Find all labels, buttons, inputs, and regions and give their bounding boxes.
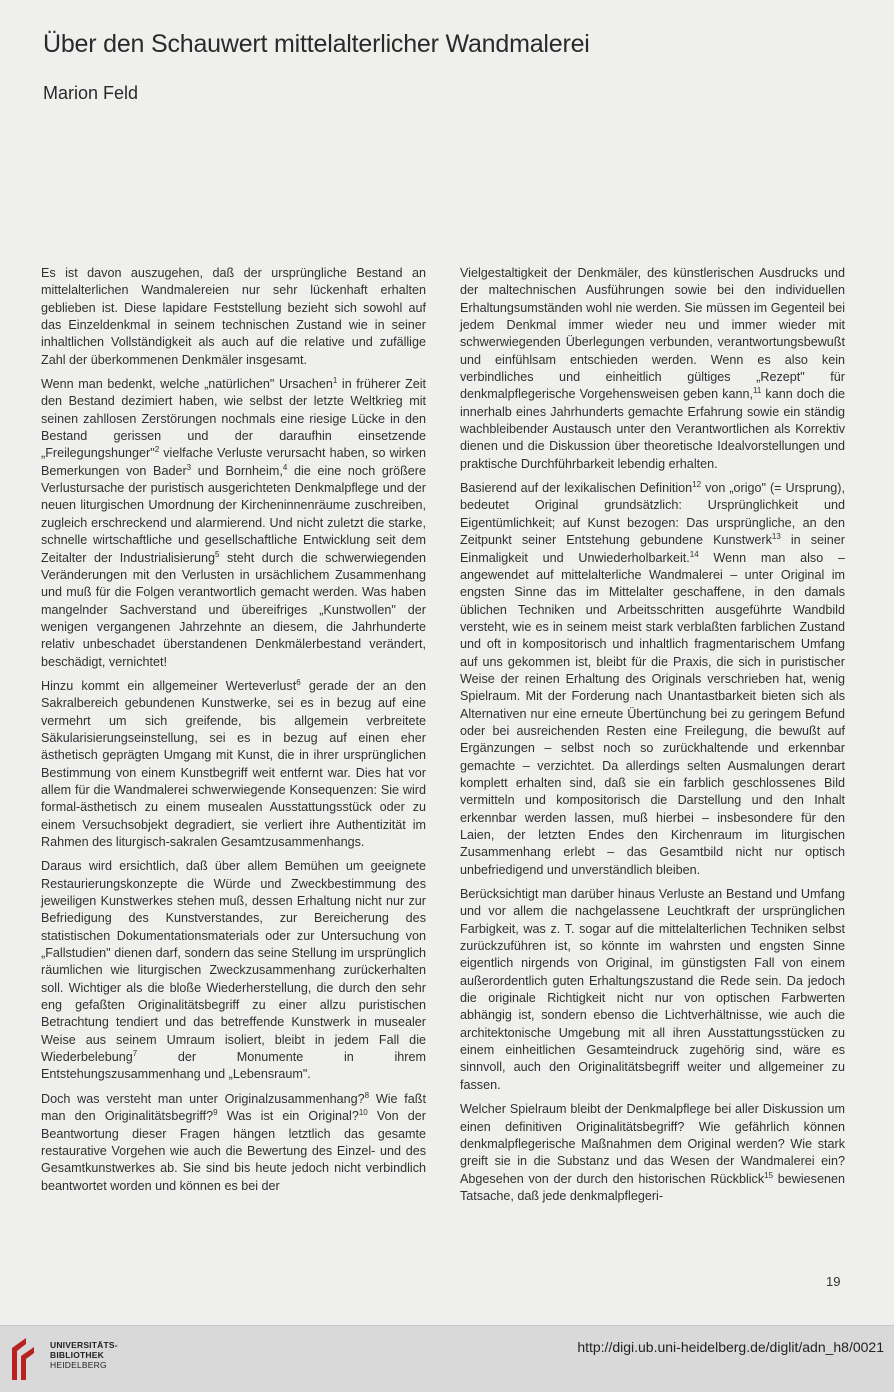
paragraph-text: kann doch die innerhalb eines Jahrhunderts gemachte Erfahrung sowie ein ständig wachbleibender Austausch unter den Verantwortlichen als Korrektiv dienen und die Diskussion über theoretische Idealvorstellungen und praktische Durchführbarkeit lebendig erhalten. [460,387,845,471]
library-name-line3: HEIDELBERG [50,1360,107,1370]
article-title: Über den Schauwert mittelalterlicher Wandmalerei [43,30,590,58]
paragraph-text: steht durch die schwerwiegenden Veränderungen mit den Verlusten in ursächlichem Zusammenhang und muß für die Folgen verantwortlich gemacht werden. Was haben mangelnder Sachverstand und übereifriges „Kunstwollen" der wenigen vergangenen Jahrzehnte an diesem, die Jahrhunderte relativ unbeschadet überstandenen Denkmälerbestand verändert, beschädigt, vernichtet! [41,550,426,669]
footnote-marker: 12 [692,480,702,490]
footnote-marker: 9 [213,1108,218,1118]
library-name-line1: UNIVERSITÄTS- [50,1340,118,1350]
source-url[interactable]: http://digi.ub.uni-heidelberg.de/diglit/adn_h8/0021 [577,1339,884,1355]
paragraph-text: Es ist davon auszugehen, daß der ursprüngliche Bestand an mittelalterlichen Wandmalereien nur sehr lückenhaft erhalten geblieben ist. Diese lapidare Feststellung bezieht sich sowohl auf das Einzeldenkmal in seinem technischen Zustand wie in seiner inhaltlichen Vollständigkeit als auch auf die relative und zufällige Zahl der überkommenen Denkmäler insgesamt. [41,266,426,367]
body-paragraph [41,376,426,671]
paragraph-text: Wie faßt man den Originalitätsbegriff? [41,1091,426,1124]
footnote-marker: 8 [364,1090,370,1100]
left-text-column [41,265,426,1202]
library-name-line2: BIBLIOTHEK [50,1350,104,1360]
footnote-marker: 11 [753,386,762,396]
footnote-marker: 5 [214,549,220,559]
paragraph-text: Von der Beantwortung dieser Fragen hängen letztlich das gesamte restaurative Vorgehen wie auch die Bewertung des Einzel- und des Gesamtkunstwerkes ab. Sie sind bis heute jedoch nicht verbindlich beantwortet worden und können es bei der [41,1109,427,1193]
body-paragraph [41,265,426,369]
footnote-marker: 15 [764,1170,774,1180]
paragraph-text: gerade der an den Sakralbereich gebundenen Kunstwerke, sei es in bezug auf eine vermehrt um sich greifende, bis allgemein verbreitete Säkularisierungseinstellung, sei es in bezug auf einen eher ästhetisch geprägten Umgang mit Kunst, die in ihrer ursprünglichen Bestimmung von einem Kunstbegriff weit entfernt war. Dies hat vor allem für die Wandmalerei schwerwiegende Konsequenzen: Sie wird formal-ästhetisch zu einem musealen Ausstattungsstück oder zu einem Versuchsobjekt degradiert, sie verliert ihre Authentizität im Rahmen des liturgisch-sakralen Gesamtzusammenhangs. [41,678,426,849]
paragraph-text: bewiesenen Tatsache, daß jede denkmalpflegeri- [460,1171,846,1203]
body-paragraph [460,265,845,473]
body-paragraph [460,480,845,879]
university-library-logo-icon [8,1334,38,1384]
article-author: Marion Feld [43,83,139,103]
right-text-column [460,265,845,1212]
body-paragraph [41,678,426,851]
paragraph-text: Daraus wird ersichtlich, daß über allem Bemühen um geeignete Restaurierungskonzepte die Würde und Zweckbestimmung des jeweiligen Kunstwerkes stehen muß, dessen Erhaltung nicht nur zur Befriedigung des Kunstverstandes, zur Bereicherung des statistischen Dokumentationsmaterials oder zur Untersuchung von „Fallstudien" dienen darf, sondern das seine Stellung im ursprünglich räumlichen wie liturgischen Zweckzusammenhang zurückerhalten soll. Wichtiger als die bloße Wiederherstellung, die durch den sehr eng gefaßten Originalitätsbegriff zu einer allzu puristischen Betrachtung tendiert und das betreffende Kunstwerk in musealer Weise aus seinem Umraum isoliert, bleibt in jedem Fall die Wiederbelebung [41,859,426,1065]
body-paragraph [460,1101,845,1205]
paragraph-text: von „origo" (= Ursprung), bedeutet Original grundsätzlich: Ursprünglichkeit und Eigentümlichkeit; auf Kunst bezogen: Das ursprüngliche, an den Zeitpunkt seiner Entstehung gebundene Kunstwerk [460,481,845,548]
footnote-marker: 10 [358,1108,368,1118]
paragraph-text: Was ist ein Original? [217,1109,359,1124]
paragraph-text: in seiner Einmaligkeit und Unwiederholbarkeit. [460,533,845,565]
paragraph-text: Basierend auf der lexikalischen Definition [460,481,693,496]
footnote-marker: 7 [132,1049,138,1059]
paragraph-text: die eine noch größere Verlustursache der puristisch ausgerichteten Denkmalpflege und der neuen liturgischen Umordnung der Kircheninnenräume zuschreiben, zugleich erschreckend und alarmierend. Und nicht zuletzt die starke, schnelle wirtschaftliche und gesellschaftliche Entwicklung seit dem Zeitalter der Industrialisierung [41,463,426,565]
footnote-marker: 4 [282,462,288,472]
paragraph-text: vielfache Verluste verursacht haben, so wirken Bemerkungen von Bader [41,446,426,478]
paragraph-text: Hinzu kommt ein allgemeiner Werteverlust [41,678,297,693]
footnote-marker: 2 [154,445,160,455]
paragraph-text: Vielgestaltigkeit der Denkmäler, des künstlerischen Ausdrucks und der maltechnischen Ausführungen sowie bei den individuellen Erhaltungsumständen wohl nie werden. Sie müssen im Gegenteil bei jedem Denkmal immer wieder neu und immer wieder mit schwerwiegenden Überlegungen verbunden, verantwortungsbewußt und einfühlsam entschieden werden. Wenn es also kein verbindliches und einheitlich gültiges „Rezept" für denkmalpflegerische Vorgehensweisen geben kann, [460,266,845,402]
paragraph-text: Doch was versteht man unter Originalzusammenhang? [41,1091,365,1106]
body-paragraph [460,886,845,1094]
page-number: 19 [826,1274,841,1289]
library-name [50,1340,118,1370]
paragraph-text: und Bornheim, [191,463,283,478]
footer-bar [0,1325,894,1392]
footnote-marker: 3 [186,462,192,472]
paragraph-text: Wenn man also – angewendet auf mittelalterliche Wandmalerei – unter Original im engsten Sinne das im Mittelalter geschaffene, in den damals üblichen Techniken und Arbeitsschritten ausgeführte Wandbild versteht, wie es in seinem meist stark verblaßten farblichen Zustand und oft in kompositorisch und inhaltlich fragmentarischem Umfang auf uns gekommen ist, bleibt für die Praxis, die sich in puristischer Weise der reinen Erhaltung des Originals verschrieben hat, wenig Spielraum. Mit der Forderung nach Unantastbarkeit bieten sich als Alternativen nur eine erneute Übertünchung bei zu geringem Befund oder bei ausreichenden Resten eine Freilegung, die bewußt auf Ergänzungen – selbst noch so zurückhaltende und erkennbar gemachte – verzichtet. Da allerdings selten Ausmalungen derart komplett erhalten sind, daß sie ein farblich geschlossenes Bild vermitteln und kompositorisch die Darstellung und den Inhalt erkennbar werden lassen, muß hierbei – insbesondere für den Laien, der letzten Endes den Kirchenraum im liturgischen Zusammenhang erlebt – das Gesamtbild nicht nur optisch unbefriedigend und unverständlich bleiben. [460,550,845,877]
footnote-marker: 6 [296,677,301,687]
paragraph-text: in früherer Zeit den Bestand dezimiert haben, wie selbst der letzte Weltkrieg mit seinen zahllosen Zerstörungen nochmals eine riesige Lücke in den Bestand gerissen und der daraufhin einsetzende „Freilegungshunger" [41,377,427,461]
footnote-marker: 14 [689,549,699,559]
paragraph-text: Berücksichtigt man darüber hinaus Verluste an Bestand und Umfang und vor allem die nachgelassene Leuchtkraft der ursprünglichen Farbigkeit, was z. T. sogar auf die mittelalterlichen Techniken selbst zurückzuführen ist, so könnte im wahrsten und engsten Sinne eigentlich nirgends von Original, im günstigsten Fall von einem außerordentlich guten Erhaltungszustand die Rede sein. Da jedoch die originale Richtigkeit nicht nur von optischen Farbwerten abhängig ist, sondern ebenso die Lichtverhältnisse, wie auch die architektonische Umgebung mit all ihren Ausstattungsstücken zu einem einheitlichen Gesamteindruck zugehörig sind, wäre es sinnvoll, auch den Originalitätsbegriff weiter und allgemeiner zu fassen. [460,887,845,1092]
paragraph-text: Wenn man bedenkt, welche „natürlichen" Ursachen [41,377,333,392]
footnote-marker: 13 [771,532,781,542]
body-paragraph [41,1091,426,1195]
paragraph-text: Welcher Spielraum bleibt der Denkmalpflege bei aller Diskussion um einen definitiven Originalitätsbegriff? Wie gefährlich können denkmalpflegerische Maßnahmen dem Original werden? Wie stark greift sie in die Substanz und das Wesen der Wandmalerei ein? Abgesehen von der durch den historischen Rückblick [460,1102,845,1186]
body-paragraph [41,858,426,1083]
footnote-marker: 1 [332,376,338,386]
paragraph-text: der Monumente in ihrem Entstehungszusammenhang und „Lebensraum". [41,1050,426,1082]
